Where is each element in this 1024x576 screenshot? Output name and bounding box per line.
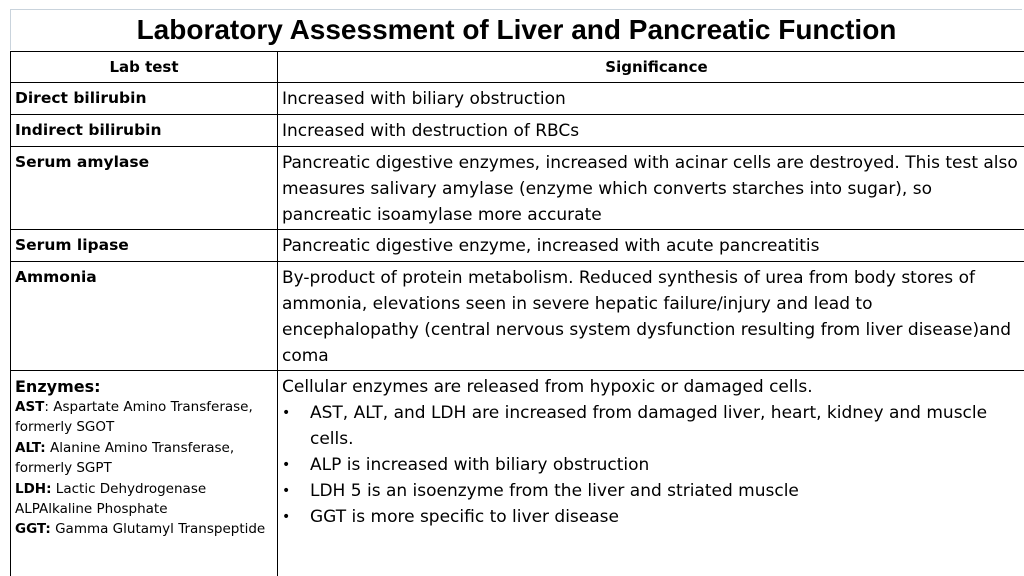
lab-name: Indirect bilirubin: [15, 121, 162, 139]
significance-text: [282, 147, 1024, 228]
lab-cell: [11, 371, 278, 576]
bullet-icon: •: [282, 457, 291, 473]
enzymes-heading: Enzymes:: [15, 377, 101, 396]
enzyme-abbr: GGT:: [15, 521, 51, 538]
enzyme-alt-note: formerly SGPT: [15, 460, 112, 477]
bullet-text: AST, ALT, and LDH are increased from damaged liver, heart, kidney and muscle: [310, 403, 988, 423]
enzymes-intro: Cellular enzymes are released from hypoxic or damaged cells.: [282, 377, 813, 397]
bullet-text: LDH 5 is an isoenzyme from the liver and striated muscle: [310, 481, 799, 501]
table-row: [11, 147, 1024, 230]
page-title: Laboratory Assessment of Liver and Pancreatic Function: [136, 14, 897, 45]
bullet-text: ALP is increased with biliary obstruction: [310, 455, 650, 475]
title-box: [10, 9, 1022, 50]
enzyme-alp: ALPAlkaline Phosphate: [15, 501, 168, 518]
table-row: [11, 262, 1024, 371]
list-item: [282, 504, 1024, 530]
lab-cell: [11, 230, 278, 262]
lab-name: Ammonia: [15, 268, 97, 286]
enzyme-list: [15, 397, 273, 540]
lab-table: [10, 51, 1024, 576]
significance-cell: [278, 262, 1024, 371]
significance-text: [282, 262, 1024, 369]
lab-cell: [11, 147, 278, 230]
enzyme-desc: Alanine Amino Transferase,: [45, 439, 235, 456]
enzyme-desc: Lactic Dehydrogenase: [51, 480, 207, 497]
significance-cell: [278, 83, 1024, 115]
list-item: [282, 400, 1024, 452]
lab-cell: [11, 262, 278, 371]
lab-name: Direct bilirubin: [15, 89, 147, 107]
list-item: [282, 452, 1024, 478]
significance-cell: [278, 371, 1024, 576]
bullet-icon: •: [282, 405, 291, 421]
significance-text: Increased with destruction of RBCs: [282, 121, 580, 141]
significance-text: Pancreatic digestive enzyme, increased with acute pancreatitis: [282, 236, 820, 256]
table-row: [11, 83, 1024, 115]
table-row: [11, 115, 1024, 147]
enzyme-desc: : Aspartate Amino Transferase,: [44, 399, 253, 415]
enzyme-ggt: [15, 519, 273, 539]
enzyme-abbr: LDH:: [15, 480, 52, 497]
bullet-text: GGT is more specific to liver disease: [310, 507, 619, 527]
significance-line: encephalopathy (central nervous system dysfunction resulting from liver disease)and: [282, 320, 1012, 340]
header-significance: Significance: [278, 52, 1024, 83]
table-row: [11, 371, 1024, 576]
table-row: [11, 230, 1024, 262]
significance-line: ammonia, elevations seen in severe hepatic failure/injury and lead to: [282, 294, 873, 314]
significance-line: measures salivary amylase (enzyme which converts starches into sugar), so: [282, 179, 933, 199]
lab-cell: [11, 83, 278, 115]
significance-text: Increased with biliary obstruction: [282, 89, 566, 109]
enzyme-ldh: [15, 479, 273, 499]
significance-line: By-product of protein metabolism. Reduced synthesis of urea from body stores of: [282, 268, 975, 288]
bullet-icon: •: [282, 483, 291, 499]
lab-cell: [11, 115, 278, 147]
significance-line: Pancreatic digestive enzymes, increased with acinar cells are destroyed. This test also: [282, 153, 1018, 173]
significance-line: pancreatic isoamylase more accurate: [282, 205, 602, 225]
significance-cell: [278, 115, 1024, 147]
lab-name: Serum lipase: [15, 236, 129, 254]
enzyme-alt: [15, 438, 273, 458]
table-header-row: [11, 52, 1024, 83]
enzyme-desc: Gamma Glutamyl Transpeptide: [50, 521, 266, 538]
enzyme-ast: [15, 397, 273, 417]
significance-text: [282, 371, 1024, 530]
lab-name: Serum amylase: [15, 153, 150, 171]
enzyme-abbr: ALT:: [15, 439, 46, 456]
significance-cell: [278, 230, 1024, 262]
bullet-list: [282, 400, 1024, 530]
bullet-text: cells.: [310, 429, 354, 449]
significance-cell: [278, 147, 1024, 230]
enzyme-ast-note: formerly SGOT: [15, 419, 115, 436]
significance-line: coma: [282, 346, 329, 366]
header-lab-test: Lab test: [11, 52, 278, 83]
enzyme-abbr: AST: [15, 399, 45, 415]
bullet-icon: •: [282, 509, 291, 525]
list-item: [282, 478, 1024, 504]
